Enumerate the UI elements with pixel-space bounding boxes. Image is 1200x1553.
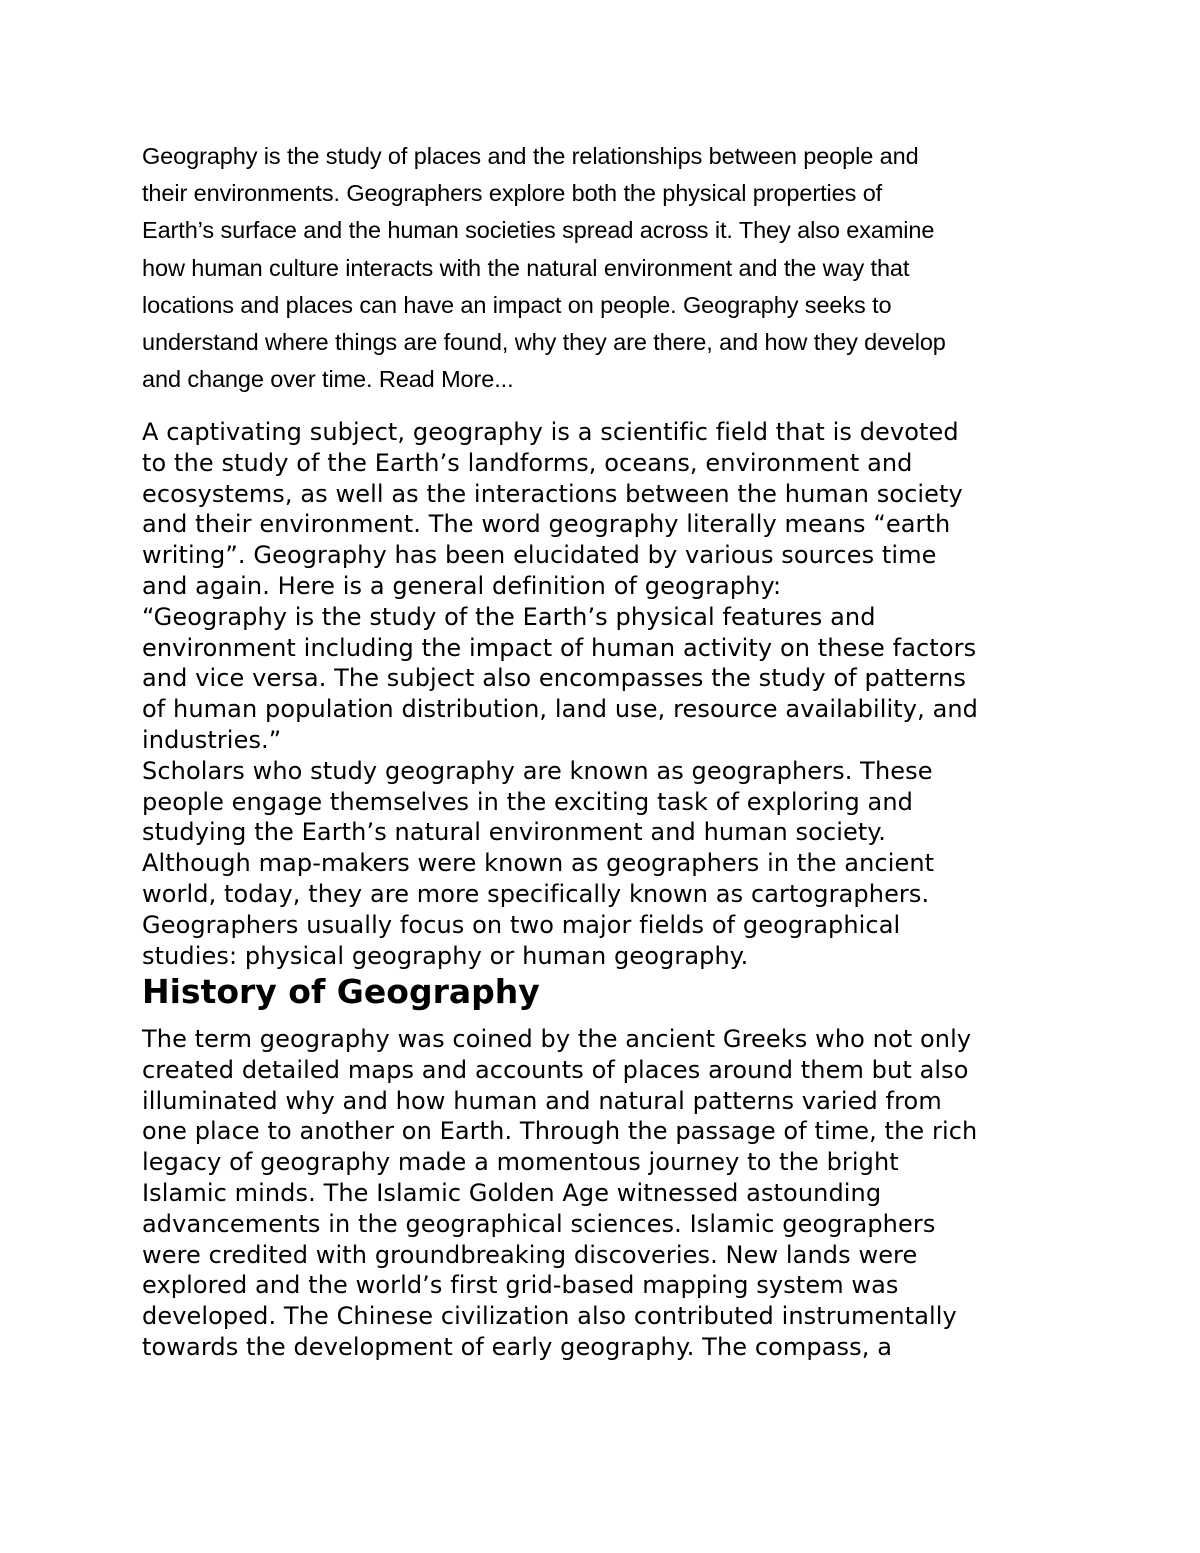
body-line: of human population distribution, land use, resource availability, and — [142, 695, 979, 724]
body-line: The term geography was coined by the ancient Greeks who not only — [142, 1025, 972, 1053]
intro-paragraph — [142, 138, 1057, 398]
body-line: to the study of the Earth’s landforms, oceans, environment and — [142, 448, 913, 477]
body-line: created detailed maps and accounts of places around them but also — [142, 1055, 969, 1084]
intro-line: Earth’s surface and the human societies spread across it. They also examine — [142, 217, 935, 244]
body-line: were credited with groundbreaking discoveries. New lands were — [142, 1240, 918, 1269]
intro-line: and change over time. Read More... — [142, 366, 514, 393]
body-line: people engage themselves in the exciting task of exploring and — [142, 787, 914, 816]
history-section — [142, 1024, 1072, 1363]
intro-line: how human culture interacts with the natural environment and the way that — [142, 254, 910, 281]
body-line: A captivating subject, geography is a scientific field that is devoted — [142, 418, 959, 446]
body-line: ecosystems, as well as the interactions between the human society — [142, 479, 963, 508]
intro-line: locations and places can have an impact on people. Geography seeks to — [142, 291, 892, 318]
definition-section — [142, 417, 1072, 971]
body-line: illuminated why and how human and natural patterns varied from — [142, 1086, 942, 1115]
body-line: studies: physical geography or human geography. — [142, 941, 749, 970]
body-line: studying the Earth’s natural environment and human society. — [142, 818, 886, 847]
body-line: Although map-makers were known as geographers in the ancient — [142, 849, 935, 878]
intro-line: their environments. Geographers explore both the physical properties of — [142, 180, 883, 207]
body-line: world, today, they are more specifically known as cartographers. — [142, 879, 930, 908]
body-line: Islamic minds. The Islamic Golden Age witnessed astounding — [142, 1178, 882, 1207]
body-line: environment including the impact of human activity on these factors — [142, 633, 977, 662]
body-line: Geographers usually focus on two major fields of geographical — [142, 910, 901, 939]
body-line: and their environment. The word geography literally means “earth — [142, 510, 951, 539]
body-line: and again. Here is a general definition of geography: — [142, 571, 782, 600]
section-heading: History of Geography — [142, 972, 540, 1011]
body-line: industries.” — [142, 725, 282, 754]
body-line: one place to another on Earth. Through the passage of time, the rich — [142, 1117, 978, 1146]
body-line: writing”. Geography has been elucidated by various sources time — [142, 541, 937, 570]
body-line: explored and the world’s first grid-based mapping system was — [142, 1271, 899, 1300]
intro-line: Geography is the study of places and the relationships between people and — [142, 143, 919, 169]
body-line: “Geography is the study of the Earth’s physical features and — [142, 602, 876, 631]
body-line: legacy of geography made a momentous journey to the bright — [142, 1148, 899, 1177]
body-line: and vice versa. The subject also encompasses the study of patterns — [142, 664, 966, 693]
body-line: developed. The Chinese civilization also contributed instrumentally — [142, 1302, 957, 1331]
body-line: Scholars who study geography are known as geographers. These — [142, 756, 933, 785]
body-line: advancements in the geographical sciences. Islamic geographers — [142, 1209, 936, 1238]
body-line: towards the development of early geography. The compass, a — [142, 1332, 893, 1361]
intro-line: understand where things are found, why they are there, and how they develop — [142, 329, 946, 356]
